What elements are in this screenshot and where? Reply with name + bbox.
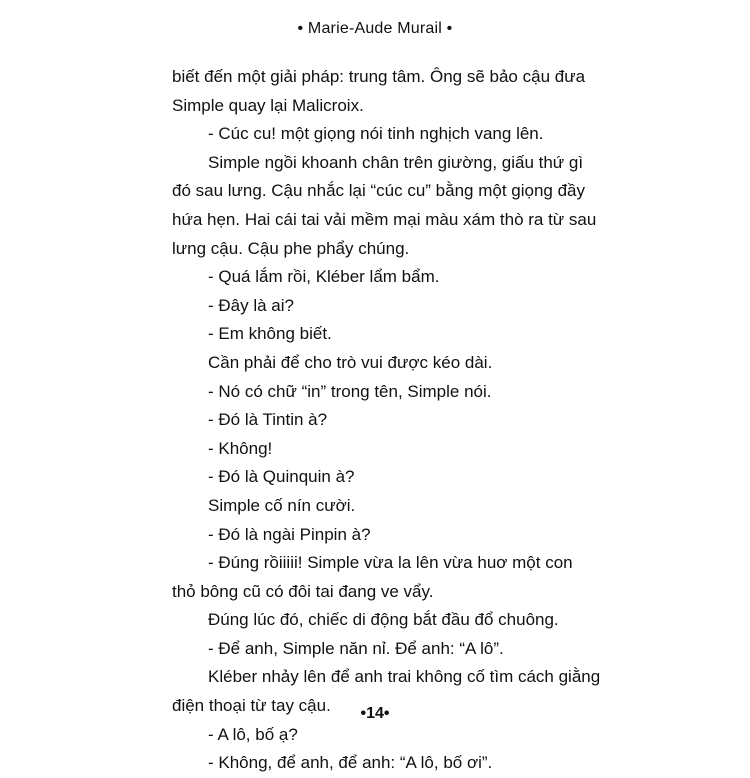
text-line: Simple quay lại Malicroix. [172, 95, 364, 115]
text-line: - Đây là ai? [208, 295, 294, 315]
text-line: - Cúc cu! một giọng nói tinh nghịch vang lên. [208, 124, 544, 144]
text-line: - Đó là Quinquin à? [208, 467, 355, 487]
text-line: thỏ bông cũ có đôi tai đang ve vẩy. [172, 581, 434, 601]
page-body-text [172, 63, 601, 778]
text-line: - Không, để anh, để anh: “A lô, bố ơi”. [208, 753, 493, 773]
text-line: - Không! [208, 438, 273, 458]
text-line: đó sau lưng. Cậu nhắc lại “cúc cu” bằng một giọng đầy [172, 181, 586, 201]
text-line: biết đến một giải pháp: trung tâm. Ông sẽ bảo cậu đưa [172, 67, 586, 86]
text-line: - Để anh, Simple năn nỉ. Để anh: “A lô”. [208, 638, 504, 658]
text-line: - Quá lắm rồi, Kléber lẩm bẩm. [208, 267, 440, 287]
text-line: Simple cố nín cười. [208, 495, 356, 515]
text-line: điện thoại từ tay cậu. [172, 696, 331, 716]
text-line: Kléber nhảy lên để anh trai không cố tìm cách giằng [208, 667, 601, 687]
text-line: - Em không biết. [208, 324, 332, 344]
text-line: - A lô, bố ạ? [208, 724, 298, 744]
text-line: - Đúng rồiiiii! Simple vừa la lên vừa huơ một con [208, 553, 573, 573]
text-line: Cần phải để cho trò vui được kéo dài. [208, 352, 493, 372]
text-line: - Đó là Tintin à? [208, 410, 328, 430]
text-line: hứa hẹn. Hai cái tai vải mềm mại màu xám thò ra từ sau [172, 209, 597, 229]
text-line: - Đó là ngài Pinpin à? [208, 524, 371, 544]
running-header: • Marie-Aude Murail • [297, 20, 453, 37]
text-line: lưng cậu. Cậu phe phẩy chúng. [172, 238, 410, 258]
text-line: - Nó có chữ “in” trong tên, Simple nói. [208, 381, 492, 401]
text-line: Đúng lúc đó, chiếc di động bắt đầu đổ chuông. [208, 610, 559, 630]
page-number: •14• [360, 705, 390, 722]
text-line: Simple ngồi khoanh chân trên giường, giấu thứ gì [208, 152, 584, 172]
